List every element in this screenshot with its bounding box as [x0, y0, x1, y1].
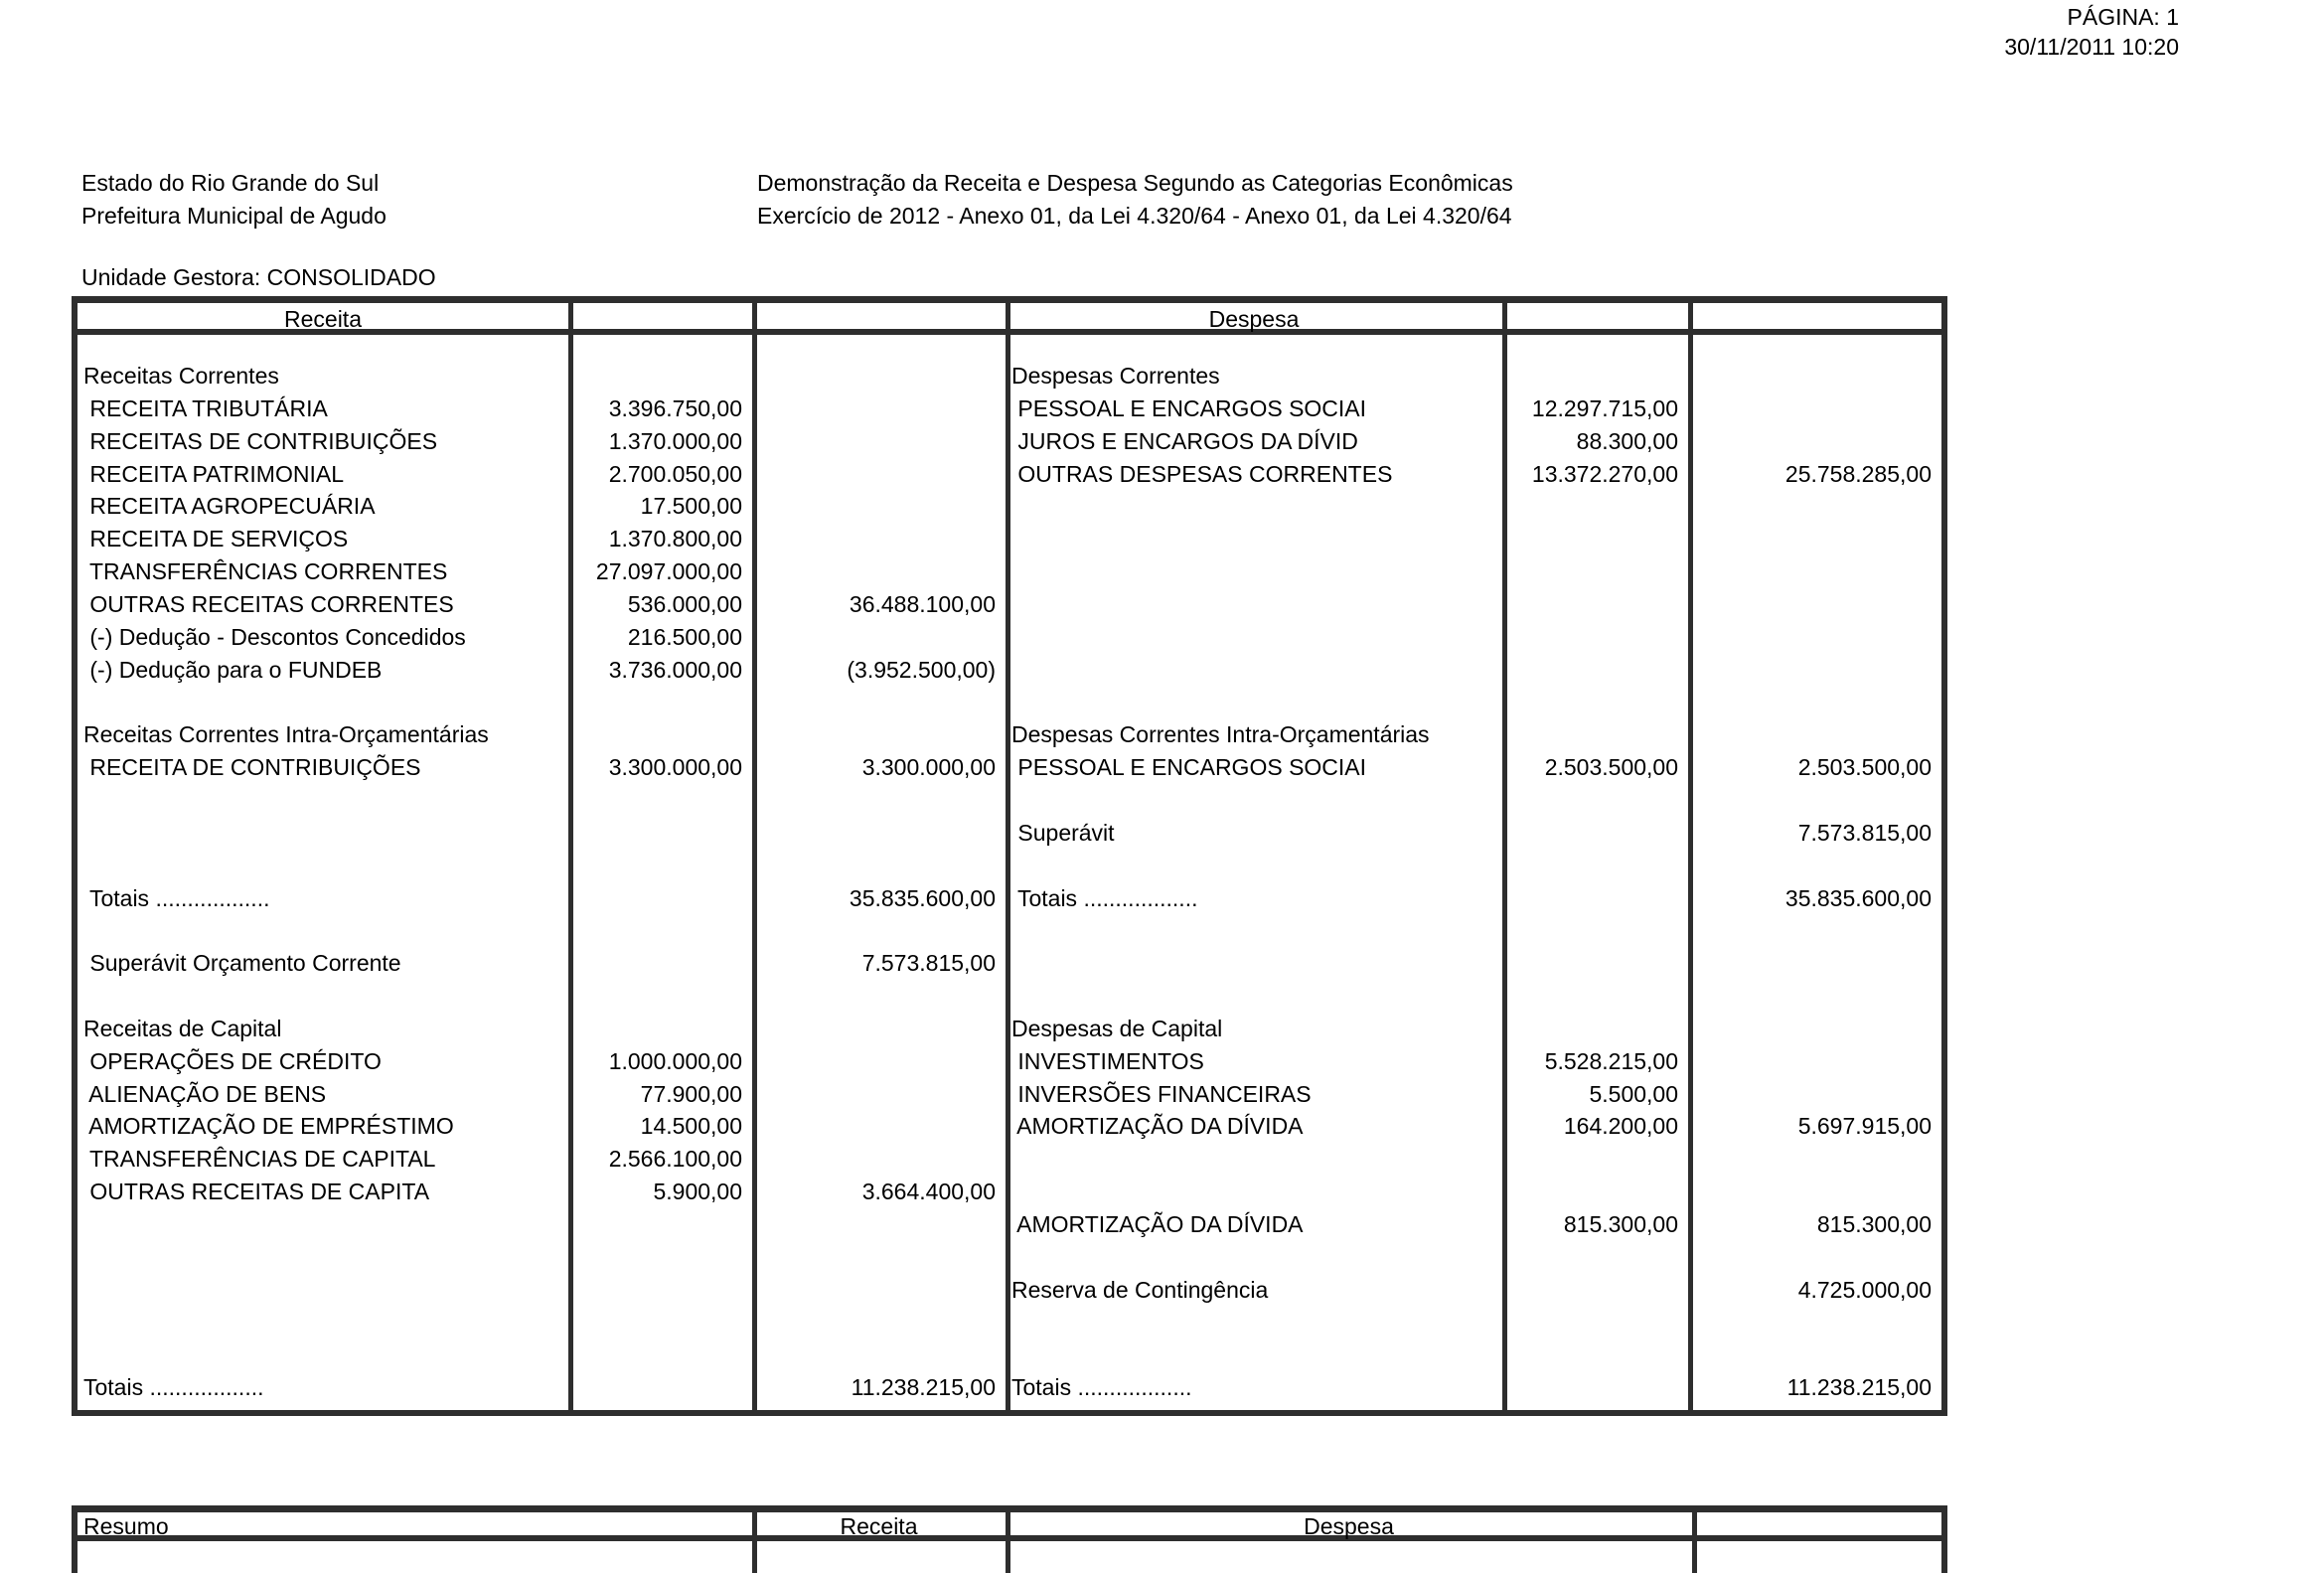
column-divider — [1502, 303, 1507, 329]
right-item-label — [1006, 490, 1502, 523]
left-item-label — [77, 1274, 568, 1307]
left-value-2: 36.488.100,00 — [849, 590, 996, 617]
left-value-2 — [752, 718, 1006, 751]
left-value-1 — [568, 1306, 752, 1338]
right-value-1 — [1502, 1143, 1688, 1176]
left-value-2 — [752, 914, 1006, 947]
left-value-2: 35.835.600,00 — [849, 884, 996, 911]
left-item-label: OUTRAS RECEITAS DE CAPITA — [83, 1179, 430, 1205]
left-value-2 — [752, 980, 1006, 1013]
right-value-2: 4.725.000,00 — [1797, 1276, 1932, 1303]
right-value-1: 13.372.270,00 — [1531, 460, 1678, 487]
column-divider — [1688, 303, 1693, 329]
left-item-label: RECEITAS DE CONTRIBUIÇÕES — [83, 427, 438, 454]
right-value-1: 2.503.500,00 — [1544, 754, 1678, 781]
column-divider — [1502, 335, 1507, 1410]
right-value-1 — [1502, 621, 1688, 654]
left-item-label — [77, 686, 568, 718]
left-item-label: ALIENAÇÃO DE BENS — [83, 1080, 327, 1107]
left-value-2 — [752, 1274, 1006, 1307]
right-item-label — [1006, 686, 1502, 718]
left-value-1: 17.500,00 — [640, 493, 742, 520]
report-title: Demonstração da Receita e Despesa Segundo as Categorias Econômicas — [757, 170, 1513, 196]
left-value-1: 1.370.800,00 — [608, 526, 742, 552]
right-value-2: 25.758.285,00 — [1784, 460, 1932, 487]
left-item-label: (-) Dedução - Descontos Concedidos — [83, 623, 466, 650]
left-item-label: Totais .................. — [83, 884, 270, 911]
left-value-1 — [568, 1274, 752, 1307]
right-item-label: AMORTIZAÇÃO DA DÍVIDA — [1011, 1210, 1304, 1237]
right-item-label: Reserva de Contingência — [1011, 1276, 1269, 1303]
right-value-1 — [1502, 588, 1688, 621]
right-item-label — [1006, 1241, 1502, 1274]
left-item-label: OUTRAS RECEITAS CORRENTES — [83, 590, 454, 617]
right-item-label — [1006, 1306, 1502, 1338]
right-value-1 — [1502, 947, 1688, 980]
left-value-2: (3.952.500,00) — [847, 656, 996, 683]
right-value-2 — [1688, 621, 1941, 654]
left-value-2 — [752, 1110, 1006, 1143]
receita-column-header: Receita — [284, 306, 362, 332]
right-value-2 — [1688, 654, 1941, 687]
left-value-1: 77.900,00 — [640, 1080, 742, 1107]
right-value-1 — [1502, 523, 1688, 555]
right-item-label: Despesas Correntes Intra-Orçamentárias — [1011, 721, 1430, 748]
left-item-label: (-) Dedução para o FUNDEB — [83, 656, 383, 683]
left-item-label: RECEITA DE SERVIÇOS — [83, 526, 349, 552]
left-value-2 — [752, 1208, 1006, 1241]
right-value-2 — [1688, 850, 1941, 882]
left-value-1: 2.566.100,00 — [608, 1146, 742, 1173]
left-value-2 — [752, 850, 1006, 882]
main-table-header-row — [77, 303, 1941, 335]
right-item-label — [1006, 784, 1502, 817]
right-value-2: 11.238.215,00 — [1786, 1374, 1932, 1401]
right-value-2 — [1688, 1241, 1941, 1274]
right-value-2 — [1688, 718, 1941, 751]
right-value-2 — [1688, 393, 1941, 425]
right-item-label — [1006, 654, 1502, 687]
right-value-2 — [1688, 425, 1941, 458]
right-value-2 — [1688, 1078, 1941, 1111]
left-value-1: 5.900,00 — [653, 1179, 742, 1205]
right-value-1 — [1502, 1338, 1688, 1371]
right-item-label — [1006, 1143, 1502, 1176]
left-value-2: 3.664.400,00 — [861, 1179, 996, 1205]
column-divider — [1006, 303, 1010, 329]
right-value-2: 5.697.915,00 — [1797, 1113, 1932, 1140]
left-value-2 — [752, 1306, 1006, 1338]
org-state: Estado do Rio Grande do Sul — [81, 170, 380, 196]
left-item-label: Receitas de Capital — [83, 1015, 282, 1041]
left-value-1 — [568, 784, 752, 817]
right-value-1 — [1502, 817, 1688, 850]
managing-unit-label: Unidade Gestora: CONSOLIDADO — [81, 264, 436, 290]
right-value-2 — [1688, 784, 1941, 817]
left-item-label — [77, 1208, 568, 1241]
right-value-2 — [1688, 686, 1941, 718]
left-item-label — [77, 1241, 568, 1274]
left-value-2: 7.573.815,00 — [861, 950, 996, 977]
left-value-2 — [752, 393, 1006, 425]
column-divider — [1692, 1541, 1697, 1573]
left-value-2 — [752, 555, 1006, 588]
right-value-1 — [1502, 914, 1688, 947]
right-item-label: Totais .................. — [1011, 1374, 1192, 1401]
right-value-2 — [1688, 1176, 1941, 1208]
org-municipality: Prefeitura Municipal de Agudo — [81, 203, 387, 229]
column-divider — [752, 1541, 757, 1573]
right-item-label: PESSOAL E ENCARGOS SOCIAI — [1011, 754, 1367, 781]
page-number: PÁGINA: 1 — [2067, 4, 2179, 30]
left-value-1: 2.700.050,00 — [608, 460, 742, 487]
right-value-2: 35.835.600,00 — [1784, 884, 1932, 911]
right-value-1: 5.500,00 — [1589, 1080, 1678, 1107]
right-value-2 — [1688, 1013, 1941, 1045]
right-value-1: 5.528.215,00 — [1544, 1047, 1678, 1074]
right-value-2 — [1688, 947, 1941, 980]
resumo-table-body — [77, 1541, 1941, 1573]
left-item-label: Receitas Correntes Intra-Orçamentárias — [83, 721, 489, 748]
left-value-1 — [568, 1241, 752, 1274]
left-item-label: Totais .................. — [83, 1374, 264, 1401]
right-value-2 — [1688, 980, 1941, 1013]
right-value-1 — [1502, 1371, 1688, 1404]
left-value-1: 216.500,00 — [627, 623, 742, 650]
left-item-label: AMORTIZAÇÃO DE EMPRÉSTIMO — [83, 1113, 454, 1140]
right-value-2: 815.300,00 — [1816, 1210, 1932, 1237]
right-item-label — [1006, 1338, 1502, 1371]
left-value-2: 3.300.000,00 — [861, 754, 996, 781]
right-value-1 — [1502, 980, 1688, 1013]
right-value-1 — [1502, 1274, 1688, 1307]
left-value-1 — [568, 1371, 752, 1404]
left-value-2 — [752, 490, 1006, 523]
left-value-1 — [568, 360, 752, 393]
left-item-label — [77, 817, 568, 850]
left-value-2 — [752, 425, 1006, 458]
left-value-1: 1.000.000,00 — [608, 1047, 742, 1074]
right-item-label: AMORTIZAÇÃO DA DÍVIDA — [1011, 1113, 1304, 1140]
left-item-label — [77, 980, 568, 1013]
resumo-table — [72, 1505, 1947, 1573]
left-value-2 — [752, 1338, 1006, 1371]
right-value-1 — [1502, 1176, 1688, 1208]
right-value-2 — [1688, 555, 1941, 588]
column-divider — [752, 335, 757, 1410]
left-value-2 — [752, 1241, 1006, 1274]
column-divider — [1006, 1541, 1010, 1573]
left-item-label: RECEITA PATRIMONIAL — [83, 460, 344, 487]
column-divider — [1692, 1512, 1697, 1535]
left-value-1: 14.500,00 — [640, 1113, 742, 1140]
resumo-despesa-column-header: Despesa — [1304, 1513, 1394, 1539]
left-value-1 — [568, 686, 752, 718]
left-item-label: RECEITA DE CONTRIBUIÇÕES — [83, 754, 421, 781]
column-divider — [568, 303, 573, 329]
left-value-2 — [752, 817, 1006, 850]
right-value-2 — [1688, 914, 1941, 947]
right-value-2 — [1688, 360, 1941, 393]
right-item-label — [1006, 588, 1502, 621]
right-value-2: 7.573.815,00 — [1797, 819, 1932, 846]
right-value-1 — [1502, 784, 1688, 817]
right-item-label — [1006, 914, 1502, 947]
left-value-1 — [568, 817, 752, 850]
left-value-2 — [752, 1045, 1006, 1078]
left-item-label — [77, 1338, 568, 1371]
left-value-1 — [568, 914, 752, 947]
column-divider — [752, 303, 757, 329]
column-divider — [1006, 335, 1010, 1410]
left-item-label — [77, 850, 568, 882]
right-item-label: Superávit — [1011, 819, 1115, 846]
right-item-label: Despesas de Capital — [1011, 1015, 1223, 1041]
right-value-2 — [1688, 1143, 1941, 1176]
right-value-1: 88.300,00 — [1576, 427, 1678, 454]
right-item-label — [1006, 1176, 1502, 1208]
right-value-1 — [1502, 686, 1688, 718]
left-value-1 — [568, 850, 752, 882]
right-value-1 — [1502, 1306, 1688, 1338]
right-item-label — [1006, 555, 1502, 588]
right-value-1 — [1502, 555, 1688, 588]
left-value-1: 536.000,00 — [627, 590, 742, 617]
left-value-2 — [752, 686, 1006, 718]
right-item-label: OUTRAS DESPESAS CORRENTES — [1011, 460, 1393, 487]
right-value-2 — [1688, 523, 1941, 555]
right-item-label: INVESTIMENTOS — [1011, 1047, 1204, 1074]
right-value-2 — [1688, 1306, 1941, 1338]
right-value-1: 12.297.715,00 — [1531, 394, 1678, 421]
right-value-1 — [1502, 882, 1688, 915]
right-value-2 — [1688, 1045, 1941, 1078]
left-value-2 — [752, 523, 1006, 555]
print-datetime: 30/11/2011 10:20 — [2004, 34, 2179, 60]
right-item-label — [1006, 850, 1502, 882]
organization-block — [81, 167, 387, 233]
right-value-1 — [1502, 718, 1688, 751]
right-value-1 — [1502, 360, 1688, 393]
right-value-1 — [1502, 490, 1688, 523]
report-title-block — [757, 167, 1513, 233]
left-value-2 — [752, 458, 1006, 491]
right-value-1 — [1502, 850, 1688, 882]
despesa-column-header: Despesa — [1208, 306, 1300, 332]
page-info-block — [2004, 2, 2179, 62]
right-value-2 — [1688, 588, 1941, 621]
right-value-1: 815.300,00 — [1563, 1210, 1678, 1237]
left-item-label: RECEITA TRIBUTÁRIA — [83, 394, 328, 421]
left-item-label: TRANSFERÊNCIAS CORRENTES — [83, 558, 448, 585]
resumo-column-header: Resumo — [83, 1513, 169, 1539]
report-subtitle: Exercício de 2012 - Anexo 01, da Lei 4.320/64 - Anexo 01, da Lei 4.320/64 — [757, 203, 1512, 229]
left-value-2: 11.238.215,00 — [851, 1374, 996, 1401]
left-value-1: 1.370.000,00 — [608, 427, 742, 454]
column-divider — [1688, 335, 1693, 1410]
left-value-2 — [752, 784, 1006, 817]
left-item-label — [77, 914, 568, 947]
main-table-body — [77, 335, 1941, 1410]
right-item-label: PESSOAL E ENCARGOS SOCIAI — [1011, 394, 1367, 421]
right-item-label: Despesas Correntes — [1011, 363, 1220, 389]
column-divider — [1006, 1512, 1010, 1535]
right-value-2 — [1688, 1338, 1941, 1371]
resumo-receita-column-header: Receita — [840, 1513, 918, 1539]
main-table — [72, 296, 1947, 1416]
left-item-label — [77, 1306, 568, 1338]
right-item-label — [1006, 947, 1502, 980]
right-item-label — [1006, 621, 1502, 654]
left-value-1 — [568, 980, 752, 1013]
left-value-2 — [752, 1078, 1006, 1111]
left-item-label: Superávit Orçamento Corrente — [83, 950, 401, 977]
right-value-1 — [1502, 654, 1688, 687]
left-value-2 — [752, 621, 1006, 654]
left-value-1 — [568, 947, 752, 980]
left-value-2 — [752, 1013, 1006, 1045]
left-item-label — [77, 784, 568, 817]
resumo-table-header-row — [77, 1512, 1941, 1541]
right-value-2: 2.503.500,00 — [1797, 754, 1932, 781]
left-value-2 — [752, 360, 1006, 393]
right-value-1 — [1502, 1013, 1688, 1045]
right-item-label: JUROS E ENCARGOS DA DÍVID — [1011, 427, 1358, 454]
right-value-2 — [1688, 490, 1941, 523]
left-item-label: Receitas Correntes — [83, 363, 279, 389]
left-value-1 — [568, 1013, 752, 1045]
left-value-1 — [568, 882, 752, 915]
column-divider — [752, 1512, 757, 1535]
left-value-1 — [568, 1338, 752, 1371]
right-value-1: 164.200,00 — [1563, 1113, 1678, 1140]
left-value-1: 3.300.000,00 — [608, 754, 742, 781]
left-value-1: 27.097.000,00 — [595, 558, 742, 585]
left-value-2 — [752, 1143, 1006, 1176]
right-value-1 — [1502, 1241, 1688, 1274]
right-item-label: Totais .................. — [1011, 884, 1198, 911]
left-item-label: OPERAÇÕES DE CRÉDITO — [83, 1047, 382, 1074]
left-value-1: 3.736.000,00 — [608, 656, 742, 683]
right-item-label — [1006, 523, 1502, 555]
left-value-1: 3.396.750,00 — [608, 394, 742, 421]
left-value-1 — [568, 1208, 752, 1241]
left-item-label: TRANSFERÊNCIAS DE CAPITAL — [83, 1146, 436, 1173]
left-value-1 — [568, 718, 752, 751]
right-item-label — [1006, 980, 1502, 1013]
right-item-label: INVERSÕES FINANCEIRAS — [1011, 1080, 1312, 1107]
column-divider — [568, 335, 573, 1410]
left-item-label: RECEITA AGROPECUÁRIA — [83, 493, 376, 520]
